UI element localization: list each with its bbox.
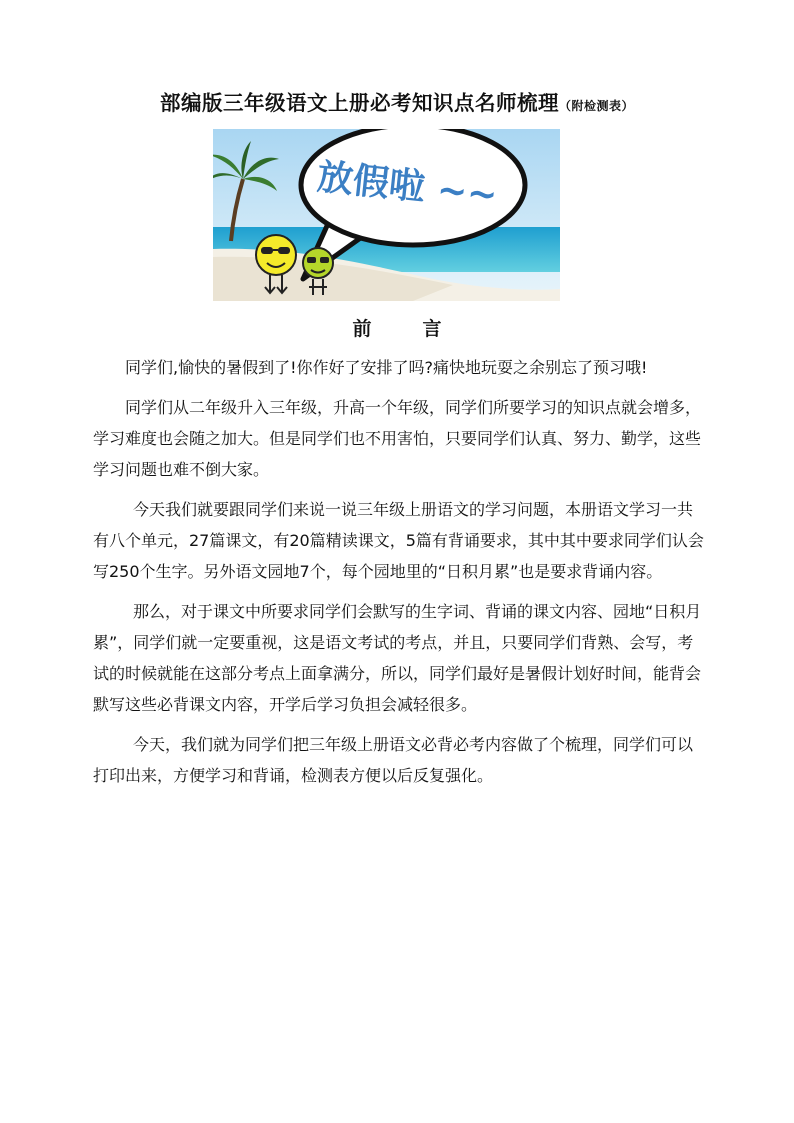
title-note: （附检测表） <box>558 99 634 113</box>
paragraph: 同学们从二年级升入三年级，升高一个年级，同学们所要学习的知识点就会增多，学习难度也会随之加大。但是同学们也不用害怕，只要同学们认真、努力、勤学，这些学习问题也难不倒大家。 <box>93 398 702 479</box>
vacation-banner-image <box>213 129 560 301</box>
document-title <box>0 86 794 116</box>
paragraph: 今天我们就要跟同学们来说一说三年级上册语文的学习问题，本册语文学习一共有八个单元，27篇课文，有20篇精读课文，5篇有背诵要求，其中其中要求同学们认会写250个生字。另外语文园地7个，每个园地里的“日积月累”也是要求背诵内容。 <box>93 500 704 581</box>
paragraph: 那么，对于课文中所要求同学们会默写的生字词、背诵的课文内容、园地“日积月累”，同学们就一定要重视，这是语文考试的考点，并且，只要同学们背熟、会写，考试的时候就能在这部分考点上面拿满分，所以，同学们最好是暑假计划好时间，能背会默写这些必背课文内容，开学后学习负担会减轻很多。 <box>93 602 702 714</box>
title-main: 部编版三年级语文上册必考知识点名师梳理 <box>159 91 559 115</box>
banner-text: 放假啦 ~~ <box>315 156 500 217</box>
preface-body <box>93 352 705 791</box>
paragraph: 同学们,愉快的暑假到了!你作好了安排了吗?痛快地玩耍之余别忘了预习哦! <box>125 358 648 377</box>
preface-heading: 前 言 <box>352 318 458 340</box>
paragraph: 今天，我们就为同学们把三年级上册语文必背必考内容做了个梳理，同学们可以打印出来，方便学习和背诵，检测表方便以后反复强化。 <box>93 735 694 785</box>
